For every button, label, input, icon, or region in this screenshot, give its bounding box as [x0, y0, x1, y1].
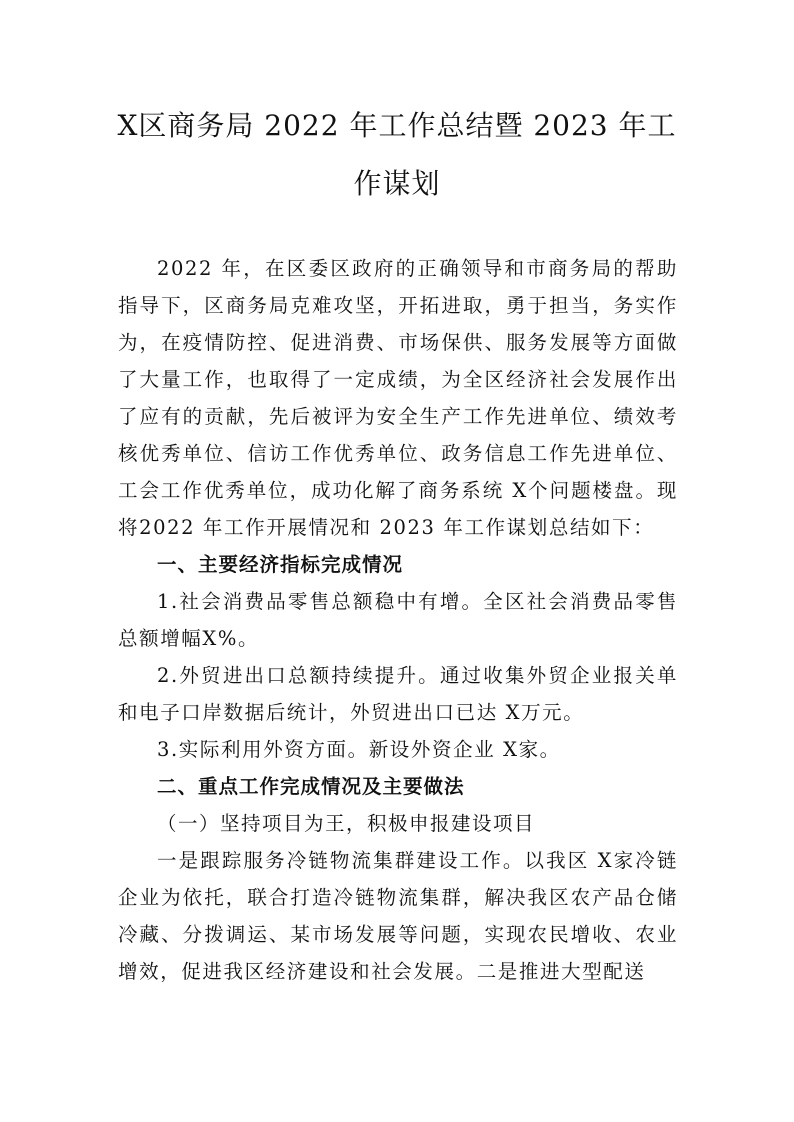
subsection-heading-1: （一）坚持项目为王，积极申报建设项目 — [157, 812, 536, 835]
intro-paragraph: 2022 年，在区委区政府的正确领导和市商务局的帮助指导下，区商务局克难攻坚，开拓进取，勇于担当，务实作为，在疫情防控、促进消费、市场保供、服务发展等方面做了大量工作，也取得了一定成绩，为全区经济社会发展作出了应有的贡献，先后被评为安全生产工作先进单位、绩效考核优秀单位、信访工作优秀单位、政务信息工作先进单位、工会工作优秀单位，成功化解了商务系统 X个问题楼盘。现将2022 年工作开展情况和 2023 年工作谋划总结如下： — [118, 257, 678, 539]
document-body — [118, 250, 678, 990]
work-paragraph-1: 一是跟踪服务冷链物流集群建设工作。以我区 X家冷链企业为依托，联合打造冷链物流集群，解决我区农产品仓储冷藏、分拨调运、某市场发展等问题，实现农民增收、农业增效，促进我区经济建设和社会发展。二是推进大型配送 — [118, 849, 678, 983]
section-heading-2: 二、重点工作完成情况及主要做法 — [157, 775, 465, 798]
document-title-line-2: 作谋划 — [353, 167, 441, 200]
document-title-line-1: X区商务局 2022 年工作总结暨 2023 年工 — [117, 109, 677, 142]
indicator-paragraph-1: 1.社会消费品零售总额稳中有增。全区社会消费品零售总额增幅X%。 — [118, 590, 678, 650]
section-heading-1: 一、主要经济指标完成情况 — [157, 553, 404, 576]
indicator-paragraph-2: 2.外贸进出口总额持续提升。通过收集外贸企业报关单和电子口岸数据后统计，外贸进出口已达 X万元。 — [118, 664, 678, 724]
indicator-paragraph-3: 3.实际利用外资方面。新设外资企业 X家。 — [157, 738, 561, 761]
